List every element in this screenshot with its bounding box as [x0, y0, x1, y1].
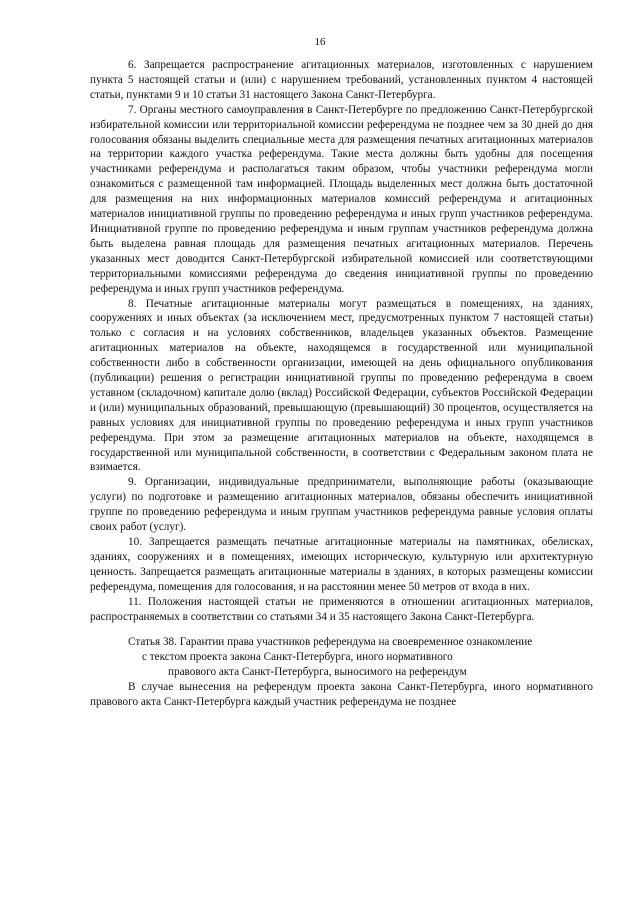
article-heading-line-3: правового акта Санкт-Петербурга, выносимого на референдум	[168, 666, 467, 679]
paragraph-10: 10. Запрещается размещать печатные агитационные материалы на памятниках, обелисках, зданиях, сооружениях и в помещениях, имеющих историческую, культурную или архитектурную ценность. Запрещается размещать агитационные материалы в зданиях, в которых размещены комиссии референдума, помещения для голосования, и на расстоянии менее 50 метров от входа в них.	[90, 536, 593, 593]
paragraph-6: 6. Запрещается распространение агитационных материалов, изготовленных с нарушением пункта 5 настоящей статьи и (или) с нарушением требований, установленных пунктом 4 настоящей статьи, пунктами 9 и 10 статьи 31 настоящего Закона Санкт-Петербурга.	[90, 59, 593, 101]
article-heading-line-2: с текстом проекта закона Санкт-Петербурга, иного нормативного	[142, 651, 453, 664]
article-heading-line-1: Статья 38. Гарантии права участников референдума на своевременное ознакомление	[128, 636, 533, 649]
article-38-heading	[90, 635, 593, 680]
paragraph-8: 8. Печатные агитационные материалы могут размещаться в помещениях, на зданиях, сооружениях и иных объектах (за исключением мест, предусмотренных пунктом 7 настоящей статьи) только с согласия и на условиях собственников, владельцев указанных объектов. Размещение агитационных материалов на объекте, находящемся в государственной или муниципальной собственности либо в собственности организации, имеющей на день официального опубликования (публикации) решения о регистрации инициативной группы по проведению референдума в своем уставном (складочном) капитале долю (вклад) Российской Федерации, субъектов Российской Федерации и (или) муниципальных образований, превышающую (превышающий) 30 процентов, осуществляется на равных условиях для инициативной группы по проведению референдума и иных групп участников референдума. При этом за размещение агитационных материалов на объекте, находящемся в государственной или муниципальной собственности, в соответствии с Федеральным законом плата не взимается.	[90, 297, 593, 474]
page-number: 16	[314, 36, 326, 48]
paragraph-9: 9. Организации, индивидуальные предприниматели, выполняющие работы (оказывающие услуги) по подготовке и размещению агитационных материалов, обязаны обеспечить инициативной группе по проведению референдума и иным группам участников референдума равные условия оплаты своих работ (услуг).	[90, 476, 593, 534]
article-38-paragraph-1: В случае вынесения на референдум проекта закона Санкт-Петербурга, иного нормативного правового акта Санкт-Петербурга каждый участник референдума не позднее	[90, 681, 593, 709]
document-body	[90, 58, 593, 710]
paragraph-11: 11. Положения настоящей статьи не применяются в отношении агитационных материалов, распространяемых в соответствии со статьями 34 и 35 настоящего Закона Санкт-Петербурга.	[90, 595, 593, 623]
paragraph-7: 7. Органы местного самоуправления в Санкт-Петербурге по предложению Санкт-Петербургской избирательной комиссии или территориальной комиссии референдума не позднее чем за 30 дней до дня голосования обязаны выделить специальные места для размещения печатных агитационных материалов на территории каждого участка референдума. Такие места должны быть удобны для посещения участниками референдума и располагаться таким образом, чтобы участники референдума могли ознакомиться с размещенной там информацией. Площадь выделенных мест должна быть достаточной для размещения на них информационных материалов комиссий референдума и агитационных материалов инициативной группы по проведению референдума и иных групп участников референдума. Инициативной группе по проведению референдума и иным группам участников референдума должна быть выделена равная площадь для размещения печатных агитационных материалов. Перечень указанных мест доводится Санкт-Петербургской избирательной комиссией или соответствующими территориальными комиссиями референдума до сведения инициативной группы по проведению референдума и иных групп участников референдума.	[90, 103, 593, 295]
